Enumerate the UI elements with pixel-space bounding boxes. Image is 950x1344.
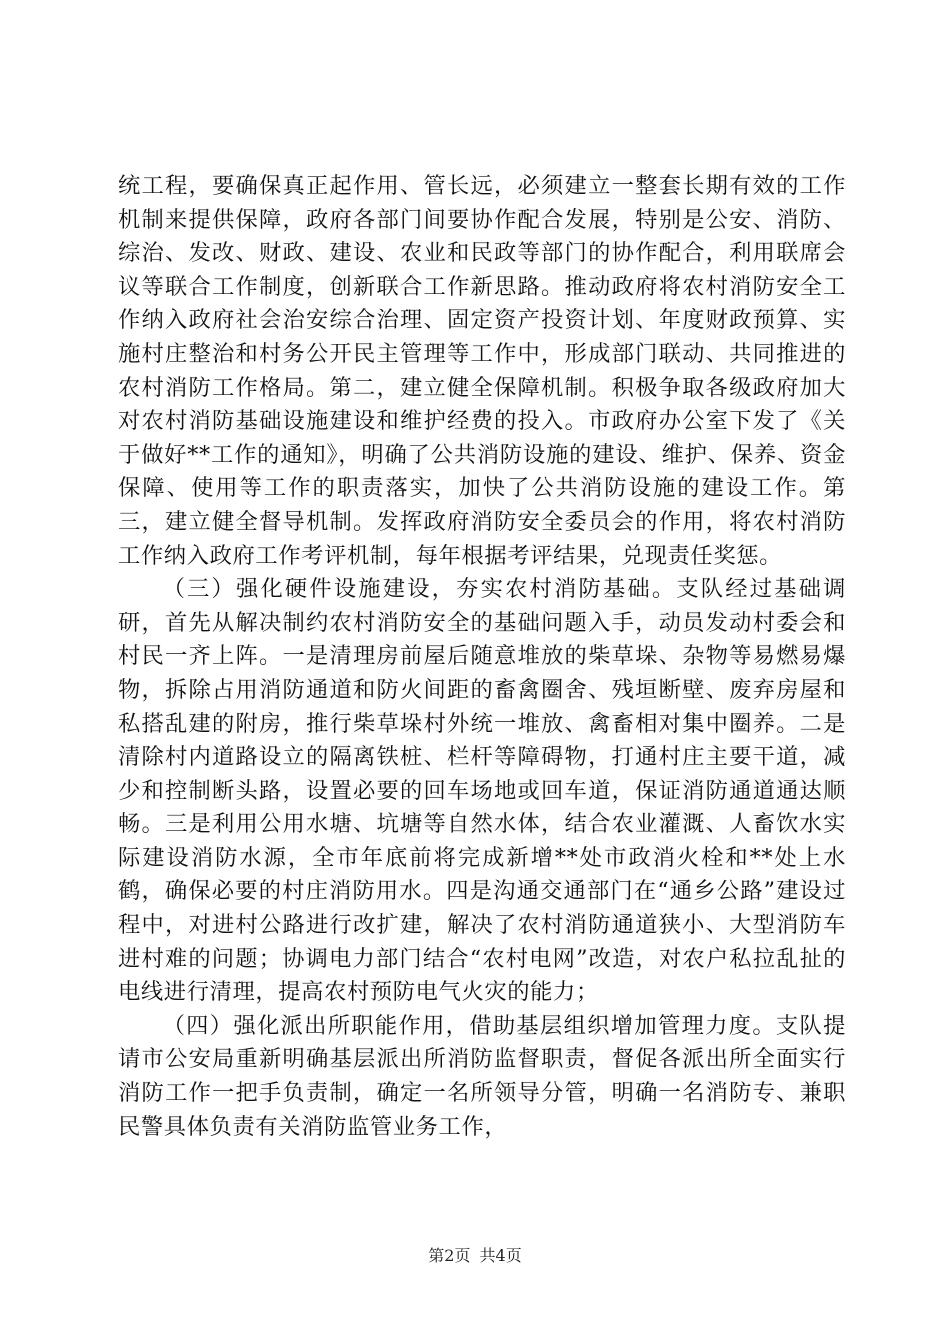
paragraph-1: 统工程，要确保真正起作用、管长远，必须建立一整套长期有效的工作机制来提供保障，政府各部门间要协作配合发展，特别是公安、消防、综治、发改、财政、建设、农业和民政等部门的协作配合，利用联席会议等联合工作制度，创新联合工作新思路。推动政府将农村消防安全工作纳入政府社会治安综合治理、固定资产投资计划、年度财政预算、实施村庄整治和村务公开民主管理等工作中，形成部门联动、共同推进的农村消防工作格局。第二，建立健全保障机制。积极争取各级政府加大对农村消防基础设施建设和维护经费的投入。市政府办公室下发了《关于做好**工作的通知》，明确了公共消防设施的建设、维护、保养、资金保障、使用等工作的职责落实，加快了公共消防设施的建设工作。第三，建立健全督导机制。发挥政府消防安全委员会的作用，将农村消防工作纳入政府工作考评机制，每年根据考评结果，兑现责任奖惩。 — [118, 173, 846, 569]
paragraph-2: （三）强化硬件设施建设，夯实农村消防基础。支队经过基础调研，首先从解决制约农村消防安全的基础问题入手，动员发动村委会和村民一齐上阵。一是清理房前屋后随意堆放的柴草垛、杂物等易燃易爆物，拆除占用消防通道和防火间距的畜禽圈舍、残垣断壁、废弃房屋和私搭乱建的附房，推行柴草垛村外统一堆放、禽畜相对集中圈养。二是清除村内道路设立的隔离铁桩、栏杆等障碍物，打通村庄主要干道，减少和控制断头路，设置必要的回车场地或回车道，保证消防通道通达顺畅。三是利用公用水塘、坑塘等自然水体，结合农业灌溉、人畜饮水实际建设消防水源，全市年底前将完成新增**处市政消火栓和**处上水鹤，确保必要的村庄消防用水。四是沟通交通部门在“通乡公路”建设过程中，对进村公路进行改扩建，解决了农村消防通道狭小、大型消防车进村难的问题；协调电力部门结合“农村电网”改造，对农户私拉乱扯的电线进行清理，提高农村预防电气火灾的能力； — [118, 576, 846, 1006]
document-body — [118, 170, 846, 1144]
page-total: 共4页 — [479, 1246, 522, 1265]
page-number: 第2页 — [428, 1246, 471, 1265]
paragraph-3: （四）强化派出所职能作用，借助基层组织增加管理力度。支队提请市公安局重新明确基层派出所消防监督职责，督促各派出所全面实行消防工作一把手负责制，确定一名所领导分管，明确一名消防专、兼职民警具体负责有关消防监管业务工作， — [118, 1012, 846, 1140]
page-footer — [0, 1243, 950, 1266]
